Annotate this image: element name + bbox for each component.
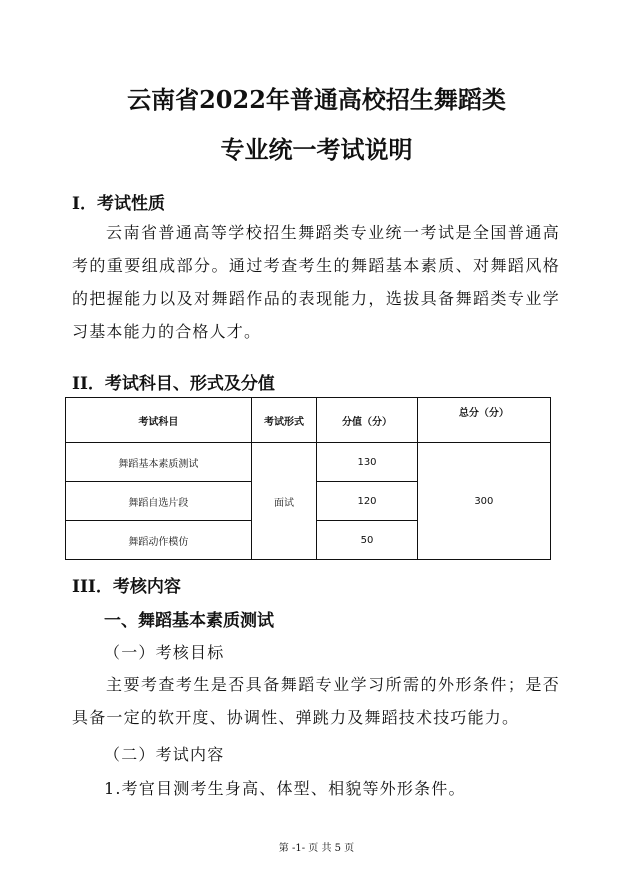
section3-subheading: 一、舞蹈基本素质测试	[104, 611, 274, 631]
section3-heading: III．考核内容	[72, 577, 181, 597]
document-title-line1: 云南省2022年普通高校招生舞蹈类	[127, 85, 506, 114]
form-cell: 面试	[251, 443, 317, 560]
row-score: 50	[317, 521, 417, 560]
section2-heading: II．考试科目、形式及分值	[72, 374, 275, 394]
row-subject: 舞蹈动作模仿	[66, 521, 252, 560]
score-table	[65, 397, 551, 560]
header-total: 总分（分）	[417, 398, 550, 443]
section1-heading: I．考试性质	[72, 194, 165, 214]
page-footer: 第 -1- 页 共 5 页	[278, 843, 355, 854]
header-form: 考试形式	[251, 398, 317, 443]
section1-paragraph: 云南省普通高等学校招生舞蹈类专业统一考试是全国普通高考的重要组成部分。通过考查考生的舞蹈基本素质、对舞蹈风格的把握能力以及对舞蹈作品的表现能力，选拔具备舞蹈类专业学习基本能力的合格人才。	[72, 223, 560, 341]
item2-title: （二）考试内容	[104, 745, 225, 764]
header-score: 分值（分）	[317, 398, 417, 443]
row-score: 120	[317, 482, 417, 521]
row-score: 130	[317, 443, 417, 482]
row-subject: 舞蹈基本素质测试	[66, 443, 252, 482]
table-header-row	[66, 398, 551, 443]
item2-text: 1.考官目测考生身高、体型、相貌等外形条件。	[104, 779, 466, 798]
document-title-line2: 专业统一考试说明	[220, 135, 413, 164]
row-subject: 舞蹈自选片段	[66, 482, 252, 521]
table-row	[66, 443, 551, 482]
total-cell: 300	[417, 443, 550, 560]
item1-title: （一）考核目标	[104, 643, 225, 662]
header-subject: 考试科目	[66, 398, 252, 443]
item1-text: 主要考查考生是否具备舞蹈专业学习所需的外形条件；是否具备一定的软开度、协调性、弹跳力及舞蹈技术技巧能力。	[72, 675, 560, 727]
